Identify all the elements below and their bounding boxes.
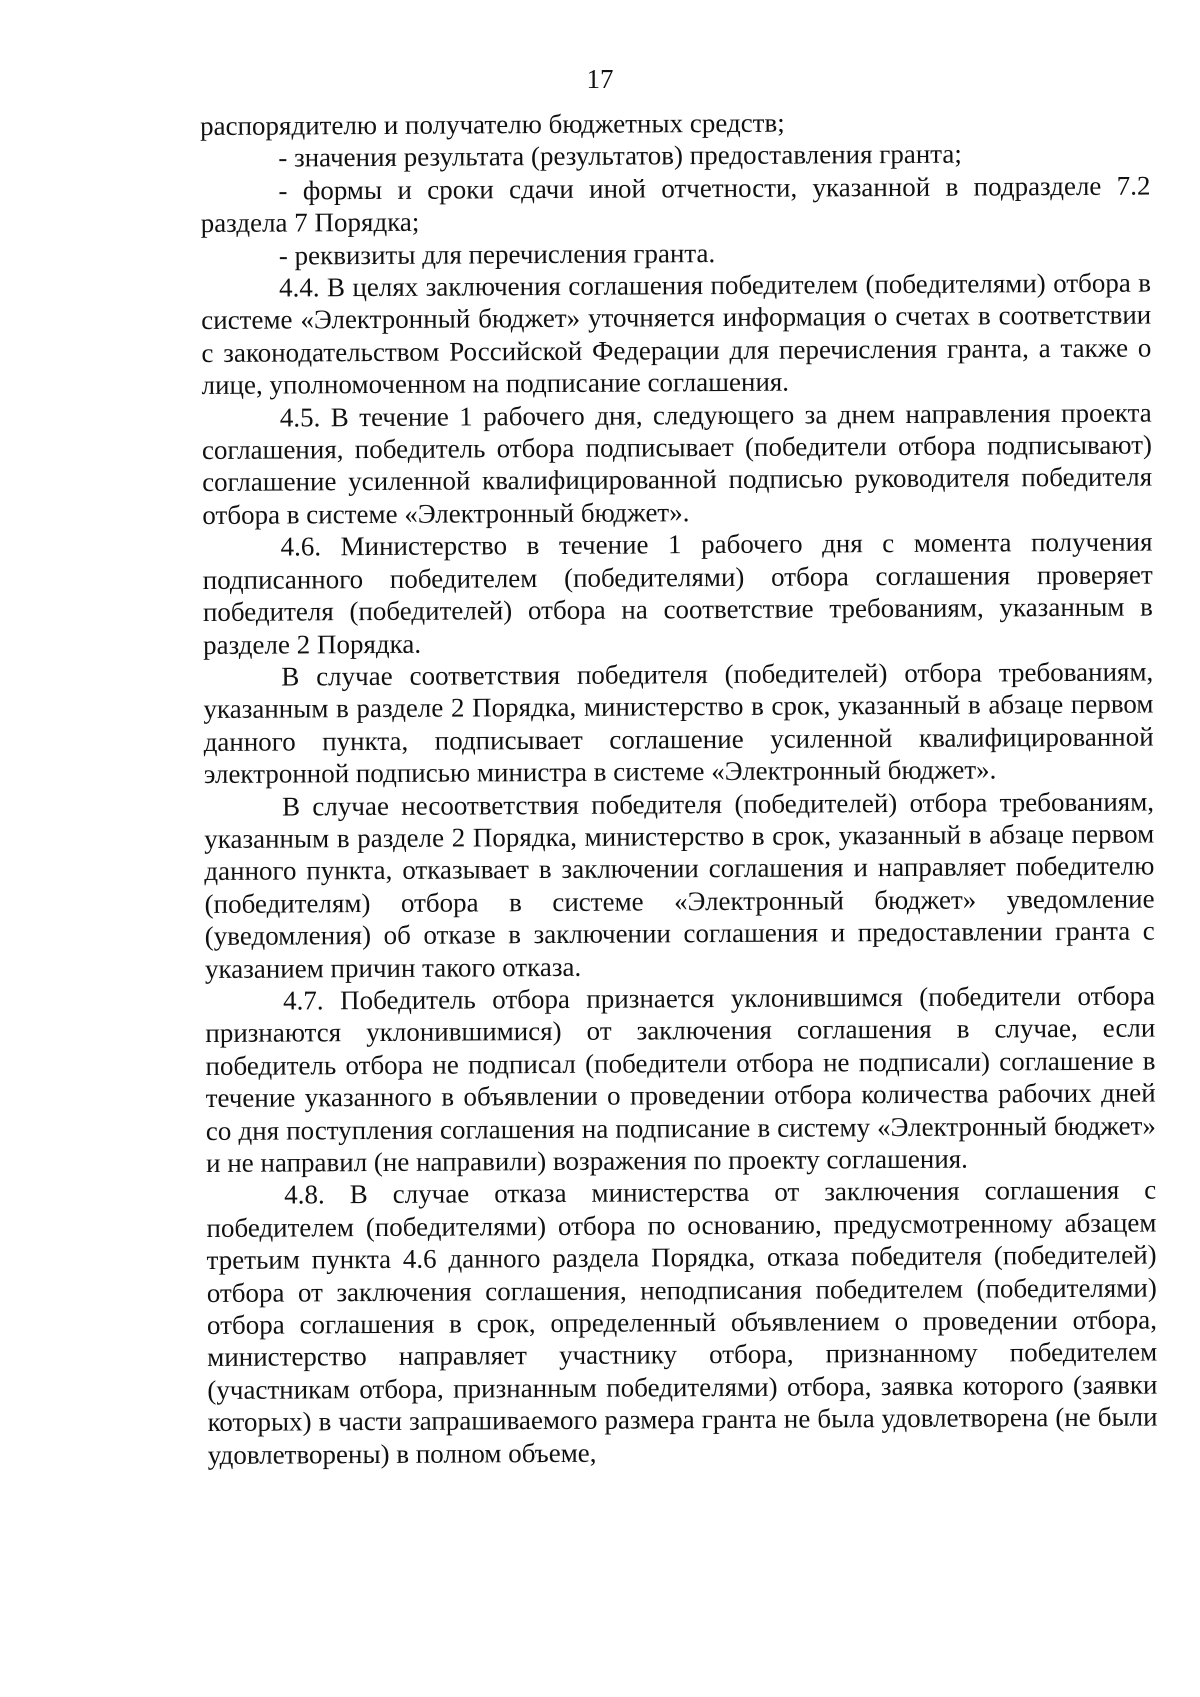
- clause-4-5: 4.5. В течение 1 рабочего дня, следующего за днем направления проекта соглашения, победитель отбора подписывает (победители отбора подписывают) соглашение усиленной квалифицированной подписью руководителя победителя отбора в системе «Электронный бюджет».: [201, 397, 1153, 530]
- clause-4-4: 4.4. В целях заключения соглашения победителем (победителями) отбора в системе «Электронный бюджет» уточняется информация о счетах в соответствии с законодательством Российской Федерации для перечисления гранта, а также о лице, уполномоченном на подписание соглашения.: [201, 267, 1152, 401]
- list-item-grant-requisites: - реквизиты для перечисления гранта.: [278, 237, 716, 271]
- clause-4-6-noncompliance: В случае несоответствия победителя (победителей) отбора требованиям, указанным в разделе 2 Порядка, министерство в срок, указанный в абзаце первом данного пункта, отказывает в заключении соглашения и направляет победителю (победителям) отбора в системе «Электронный бюджет» уведомление (уведомления) об отказе в заключении соглашения и предоставлении гранта с указанием причин такого отказа.: [204, 786, 1155, 984]
- clause-4-6-compliance: В случае соответствия победителя (победителей) отбора требованиям, указанным в разделе 2 Порядка, министерство в срок, указанный в абзаце первом данного пункта, подписывает соглашение усиленной квалифицированной электронной подписью министра в системе «Электронный бюджет».: [203, 656, 1154, 790]
- paragraph-continuation: распорядителю и получателю бюджетных средств;: [200, 107, 785, 141]
- page-number: 17: [586, 64, 614, 94]
- document-body: [200, 105, 1158, 1472]
- clause-4-7: 4.7. Победитель отбора признается уклонившимся (победители отбора признаются уклонившимися) от заключения соглашения в случае, если победитель отбора не подписал (победители отбора не подписали) соглашение в течение указанного в объявлении о проведении отбора количества рабочих дней со дня поступления соглашения на подписание в систему «Электронный бюджет» и не направил (не направили) возражения по проекту соглашения.: [205, 980, 1156, 1178]
- clause-4-6: 4.6. Министерство в течение 1 рабочего дня с момента получения подписанного победителем (победителями) отбора соглашения проверяет победителя (победителей) отбора на соответствие требованиям, указанным в разделе 2 Порядка.: [202, 526, 1153, 660]
- clause-4-8: 4.8. В случае отказа министерства от заключения соглашения с победителем (победителями) отбора по основанию, предусмотренному абзацем третьим пункта 4.6 данного раздела Порядка, отказа победителя (победителей) отбора от заключения соглашения, неподписания победителем (победителями) отбора соглашения в срок, определенный объявлением о проведении отбора, министерство направляет участнику отбора, признанному победителем (участникам отбора, признанным победителями) отбора, заявка которого (заявки которых) в части запрашиваемого размера гранта не была удовлетворена (не были удовлетворены) в полном объеме,: [206, 1174, 1158, 1470]
- list-item-result-values: - значения результата (результатов) предоставления гранта;: [278, 139, 962, 173]
- list-item-reporting-forms: - формы и сроки сдачи иной отчетности, указанной в подразделе 7.2 раздела 7 Порядка;: [200, 170, 1151, 239]
